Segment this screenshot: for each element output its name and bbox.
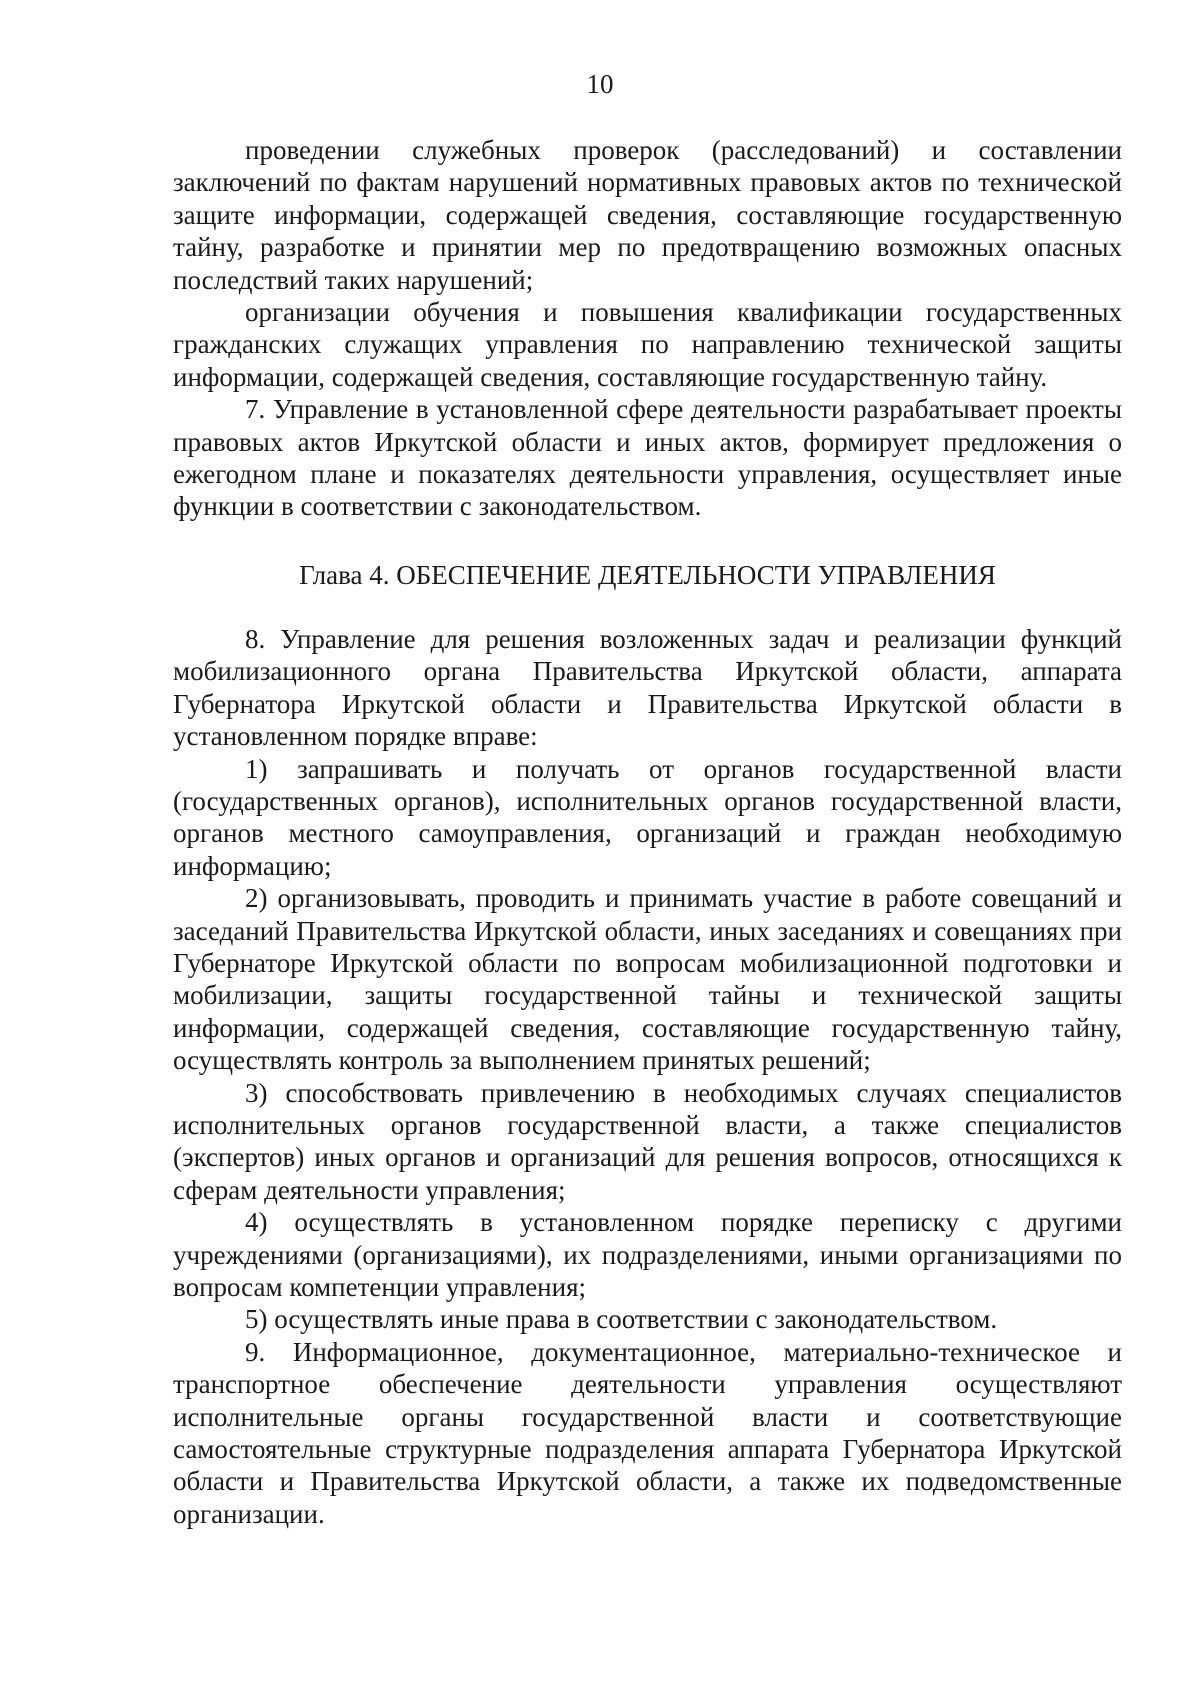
- list-item: 2) организовывать, проводить и принимать участие в работе совещаний и заседаний Правительства Иркутской области, иных заседаниях и совещаниях при Губернаторе Иркутской области по вопросам мобилизационной подготовки и мобилизации, защиты государственной тайны и технической защиты информации, содержащей сведения, составляющие государственную тайну, осуществлять контроль за выполнением принятых решений;: [173, 883, 1122, 1076]
- paragraph: 7. Управление в установленной сфере деятельности разрабатывает проекты правовых актов Иркутской области и иных актов, формирует предложения о ежегодном плане и показателях деятельности управления, осуществляет иные функции в соответствии с законодательством.: [173, 394, 1122, 522]
- list-item: 5) осуществлять иные права в соответствии с законодательством.: [245, 1304, 998, 1335]
- paragraph: 9. Информационное, документационное, материально-техническое и транспортное обеспечение деятельности управления осуществляют исполнительные органы государственной власти и соответствующие самостоятельные структурные подразделения аппарата Губернатора Иркутской области и Правительства Иркутской области, а также их подведомственные организации.: [173, 1336, 1122, 1529]
- chapter-heading: Глава 4. ОБЕСПЕЧЕНИЕ ДЕЯТЕЛЬНОСТИ УПРАВЛЕНИЯ: [299, 559, 996, 590]
- paragraph: 8. Управление для решения возложенных задач и реализации функций мобилизационного органа Правительства Иркутской области, аппарата Губернатора Иркутской области и Правительства Иркутской области в установленном порядке вправе:: [173, 623, 1122, 752]
- paragraph: проведении служебных проверок (расследований) и составлении заключений по фактам нарушений нормативных правовых актов по технической защите информации, содержащей сведения, составляющие государственную тайну, разработке и принятии мер по предотвращению возможных опасных последствий таких нарушений;: [173, 135, 1122, 295]
- list-item: 1) запрашивать и получать от органов государственной власти (государственных органов), исполнительных органов государственной власти, органов местного самоуправления, организаций и граждан необходимую информацию;: [173, 753, 1122, 881]
- document-body: [173, 134, 1122, 1530]
- paragraph: организации обучения и повышения квалификации государственных гражданских служащих управления по направлению технической защиты информации, содержащей сведения, составляющие государственную тайну.: [173, 297, 1122, 392]
- list-item: 4) осуществлять в установленном порядке переписку с другими учреждениями (организациями), их подразделениями, иными организациями по вопросам компетенции управления;: [173, 1207, 1122, 1302]
- page-number: 10: [586, 69, 614, 99]
- list-item: 3) способствовать привлечению в необходимых случаях специалистов исполнительных органов государственной власти, а также специалистов (экспертов) иных органов и организаций для решения вопросов, относящихся к сферам деятельности управления;: [173, 1077, 1122, 1205]
